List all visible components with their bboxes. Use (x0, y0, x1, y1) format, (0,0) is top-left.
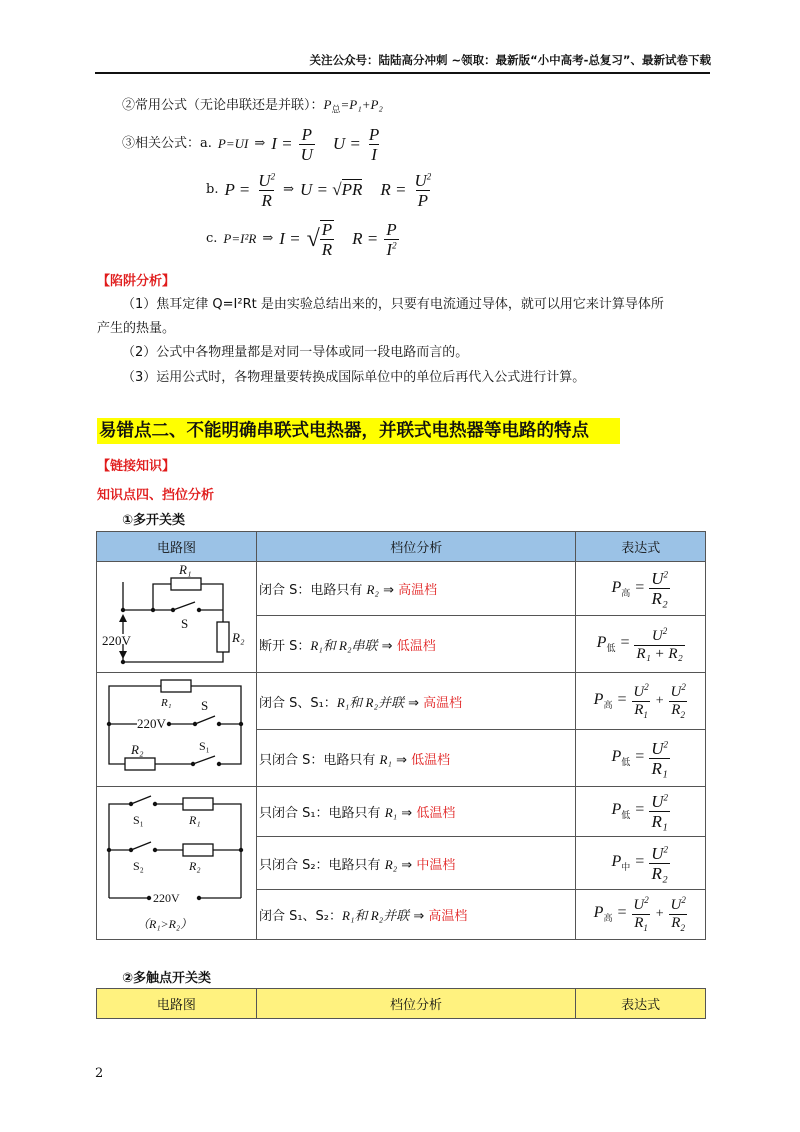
row-pre: 只闭合 S₁：电路只有 (258, 806, 385, 821)
eq-p: P = (224, 180, 251, 199)
gear-label: 中温档 (416, 857, 456, 873)
label-r2: R₂ (232, 630, 245, 645)
row-post: ⇒ (409, 909, 429, 924)
header-circuit: 电路图 (97, 989, 257, 1019)
circuit-1-cell (97, 562, 257, 673)
header-analysis: 档位分析 (256, 532, 576, 562)
row-analysis (256, 730, 576, 787)
row-pre: 闭合 S₁、S₂： (258, 909, 343, 924)
table-header-row (97, 989, 706, 1019)
common-formula-rest: =P₁+P₂ (340, 97, 383, 112)
header-circuit: 电路图 (97, 532, 257, 562)
row-mid: R₁ (379, 751, 392, 767)
arrow-symbol: ⇒ (262, 231, 274, 246)
row-expression (576, 837, 706, 890)
gear-label: 高温档 (428, 909, 468, 924)
common-formula-p: P (323, 97, 332, 112)
row-expression (576, 730, 706, 787)
row-post: ⇒ (397, 857, 417, 873)
row-pre: 闭合 S：电路只有 (258, 583, 367, 599)
label-s: S (201, 697, 209, 713)
expr-frac-2: $\frac{U^2}{R_2}$ (670, 681, 686, 720)
c-expr: P=I²R (223, 231, 257, 246)
common-formula (122, 96, 383, 120)
expr-frac: $\frac{U^2}{\text{R₁}}$ (651, 792, 668, 831)
label-voltage: 220V (153, 891, 181, 905)
expr-frac: $\frac{U^2}{\text{R₂}}$ (651, 843, 668, 883)
label-r1: R₁ (179, 562, 192, 577)
row-post: ⇒ (397, 806, 417, 821)
circuit-1-diagram (101, 562, 251, 672)
plus-sign: + (654, 906, 665, 922)
eq-u-sqrt: U = √PR (299, 180, 363, 199)
eq-r: R = (380, 180, 407, 199)
row-pre: 断开 S： (258, 638, 311, 654)
expr-p: $P_高$ = (593, 904, 628, 925)
section-title: 易错点二、不能明确串联式电热器，并联式电热器等电路的特点 (97, 418, 620, 444)
related-formula-a (122, 123, 381, 165)
header-expression: 表达式 (576, 532, 706, 562)
frac-p-u: $\frac{P}{U}$ (300, 124, 313, 164)
expr-p: $P_中$ = (611, 852, 646, 874)
row-mid: R₁ (384, 805, 398, 820)
circuit-2-cell (97, 673, 257, 787)
related-formula-b (206, 168, 433, 212)
label-s: S (181, 616, 189, 631)
eq-i: I = (279, 229, 301, 248)
subsection-multi-switch: ①多开关类 (122, 513, 186, 528)
expr-p: $P_高$ = (611, 578, 646, 599)
row-analysis (256, 787, 576, 837)
table-row (97, 562, 706, 616)
row-analysis (256, 616, 576, 673)
trap-title: 【陷阱分析】 (97, 274, 176, 289)
related-formula-label: ③相关公式：a. (122, 136, 212, 151)
circuit-3-diagram (101, 790, 251, 936)
row-mid: R₁和 R₂并联 (336, 694, 404, 710)
gear-label: 低温档 (396, 638, 436, 654)
expr-frac: $\frac{U^2}{\text{R₂}}$ (651, 569, 668, 609)
c-label: c. (206, 231, 218, 246)
row-mid: R₁和 R₂串联 (310, 637, 378, 653)
related-formula-c (206, 216, 399, 262)
expr-p: $P_高$ = (593, 690, 628, 712)
row-post: ⇒ (377, 638, 397, 654)
sqrt-p-over-r: √ $\frac{P}{R}$ (306, 220, 333, 259)
frac-p-i: $\frac{P}{I}$ (368, 124, 380, 164)
row-analysis (256, 837, 576, 890)
label-r2: R₂ (189, 859, 201, 873)
label-s1: S₁ (199, 738, 211, 753)
gear-label: 低温档 (411, 752, 451, 768)
expr-frac-1: $\frac{U^2}{R_1}$ (633, 895, 649, 933)
table-row (97, 787, 706, 837)
label-r1: R₁ (161, 696, 173, 709)
label-s2: S₂ (133, 859, 145, 873)
header-expression: 表达式 (576, 989, 706, 1019)
eq-u-pi: U = (332, 134, 361, 153)
row-mid: R₁和 R₂并联 (342, 908, 410, 923)
trap-p1b: 产生的热量。 (97, 321, 176, 336)
expr-p: $P_低$ = (611, 801, 646, 822)
label-voltage: 220V (137, 715, 167, 731)
row-mid: R₂ (384, 856, 398, 872)
circuit-2-diagram (101, 676, 251, 784)
trap-p2: （2）公式中各物理量都是对同一导体或同一段电路而言的。 (122, 345, 469, 360)
resistor-r1 (171, 578, 201, 590)
plus-sign: + (654, 693, 665, 708)
row-pre: 只闭合 S：电路只有 (258, 752, 380, 768)
header-analysis: 档位分析 (256, 989, 575, 1019)
row-expression (576, 890, 706, 940)
b-label: b. (206, 182, 219, 197)
row-post: ⇒ (378, 583, 399, 599)
page-header: 关注公众号：陆陆高分冲刺 ~领取：最新版“小中高考-总复习”、最新试卷下载 (309, 53, 711, 67)
multi-contact-table (96, 988, 706, 1019)
trap-p3: （3）运用公式时，各物理量要转换成国际单位中的单位后再代入公式进行计算。 (122, 370, 586, 385)
gear-table (96, 531, 706, 940)
eq-r2: R = (352, 229, 379, 248)
eq-i-pu: I = (271, 134, 293, 153)
gear-label: 低温档 (416, 806, 456, 821)
page-number: 2 (95, 1066, 104, 1081)
row-analysis (256, 890, 576, 940)
related-formula-a-expr: P=UI (217, 136, 249, 151)
frac-p-i2: $\frac{P}{I^2}$ (386, 219, 397, 259)
arrow-symbol: ⇒ (254, 136, 266, 151)
row-analysis (256, 673, 576, 730)
label-r2: R₂ (131, 741, 144, 757)
label-condition: （R₁>R₂） (137, 917, 193, 931)
expr-frac: $\frac{U^2}{\text{R₁}}$ (651, 738, 668, 778)
label-r1: R₁ (189, 813, 201, 827)
circuit-3-cell (97, 787, 257, 940)
row-mid: R₂ (366, 582, 379, 598)
expr-p: $P_低$ = (596, 634, 631, 655)
header-rule (95, 72, 710, 74)
row-expression (576, 673, 706, 730)
frac-u2-p: $\frac{U^2}{P}$ (414, 170, 432, 210)
gear-label: 高温档 (398, 583, 438, 599)
row-expression (576, 787, 706, 837)
expr-frac-1: $\frac{U^2}{R_1}$ (633, 681, 649, 720)
row-pre: 闭合 S、S₁： (258, 695, 337, 711)
table-header-row (97, 532, 706, 562)
expr-frac-2: $\frac{U^2}{R_2}$ (670, 895, 686, 933)
trap-p1: （1）焦耳定律 Q=I²Rt 是由实验总结出来的，只要有电流通过导体，就可以用它来计算导体所 (122, 297, 664, 312)
arrow-symbol: ⇒ (283, 182, 294, 197)
link-knowledge: 【链接知识】 (97, 459, 176, 474)
row-analysis (256, 562, 576, 616)
label-voltage: 220V (102, 633, 132, 648)
common-formula-sub: 总 (331, 105, 341, 116)
common-formula-label: ②常用公式（无论串联还是并联）： (122, 98, 324, 113)
table-row (97, 673, 706, 730)
row-post: ⇒ (391, 752, 412, 768)
frac-u2-r: $\frac{U^2}{R}$ (258, 170, 276, 210)
expr-frac: $\frac{U^2}{\text{R₁ + R₂}}$ (636, 625, 683, 662)
expr-p: $P_低$ = (611, 747, 646, 769)
row-expression (576, 616, 706, 673)
gear-label: 高温档 (423, 695, 463, 711)
row-pre: 只闭合 S₂：电路只有 (258, 857, 385, 873)
subsection-multi-contact: ②多触点开关类 (122, 971, 212, 986)
knowledge-point-4: 知识点四、挡位分析 (97, 488, 215, 503)
label-s1: S₁ (133, 813, 145, 827)
row-post: ⇒ (403, 695, 424, 711)
row-expression (576, 562, 706, 616)
